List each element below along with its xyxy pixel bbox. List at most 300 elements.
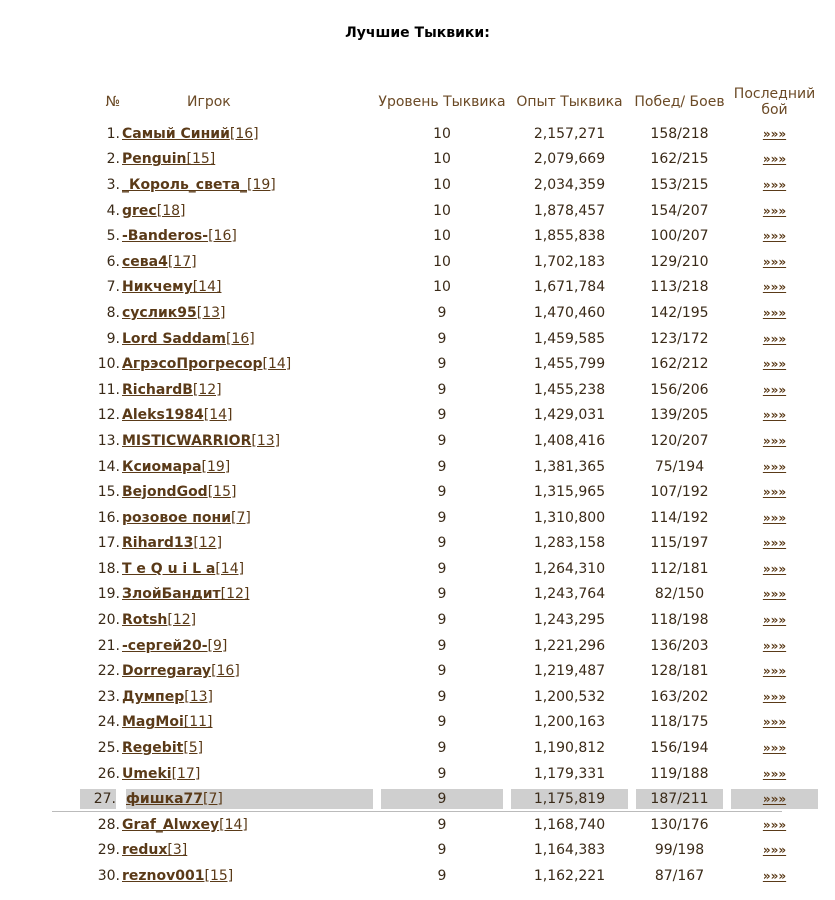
last-battle-cell xyxy=(727,249,822,275)
last-battle-cell xyxy=(727,761,822,787)
pumpkin-level: 9 xyxy=(437,816,447,833)
player-level-link[interactable]: [13] xyxy=(196,304,226,321)
last-battle-link[interactable]: »»» xyxy=(762,689,787,704)
exp-cell xyxy=(507,275,632,301)
player-cell xyxy=(122,710,377,736)
table-row xyxy=(80,761,822,787)
rank-number: 22. xyxy=(97,663,120,680)
player-name-link[interactable]: ЗлойБандит xyxy=(122,586,221,603)
player-level-link[interactable]: [15] xyxy=(204,868,234,885)
level-cell xyxy=(377,863,507,889)
player-name-link[interactable]: Ксиомара xyxy=(122,458,202,475)
last-battle-cell xyxy=(727,556,822,582)
table-row xyxy=(80,863,822,889)
last-battle-cell xyxy=(727,275,822,301)
last-battle-cell xyxy=(727,531,822,557)
player-name-link[interactable]: суслик95 xyxy=(122,304,197,321)
last-battle-cell xyxy=(727,147,822,173)
exp-cell xyxy=(507,658,632,684)
rank-number: 4. xyxy=(106,202,120,219)
wins-battles: 112/181 xyxy=(650,560,709,577)
player-name-link[interactable]: Umeki xyxy=(122,765,172,782)
table-row xyxy=(80,838,822,864)
pumpkin-level: 9 xyxy=(437,330,447,347)
player-level-link[interactable]: [14] xyxy=(215,560,245,577)
table-row xyxy=(80,710,822,736)
last-battle-link[interactable]: »»» xyxy=(762,536,787,551)
last-battle-link[interactable]: »»» xyxy=(762,587,787,602)
player-level-link[interactable]: [12] xyxy=(192,381,222,398)
wins-cell xyxy=(632,658,727,684)
pumpkin-exp: 1,429,031 xyxy=(533,407,606,424)
wins-cell xyxy=(632,326,727,352)
level-cell xyxy=(377,403,507,429)
table-row xyxy=(80,633,822,659)
rank-number: 6. xyxy=(106,253,120,270)
last-battle-link[interactable]: »»» xyxy=(762,561,787,576)
player-level-link[interactable]: [3] xyxy=(167,842,188,859)
header-player: Игрок xyxy=(187,94,231,110)
wins-cell xyxy=(632,863,727,889)
wins-battles: 158/218 xyxy=(650,125,709,142)
wins-cell xyxy=(632,761,727,787)
wins-battles: 142/195 xyxy=(650,304,709,321)
wins-battles: 113/218 xyxy=(650,279,709,296)
wins-cell xyxy=(632,351,727,377)
rank-cell xyxy=(80,326,122,352)
wins-cell xyxy=(632,377,727,403)
player-name-link[interactable]: Regebit xyxy=(122,740,184,757)
player-name-link[interactable]: Dorregaray xyxy=(122,663,212,680)
player-level-link[interactable]: [5] xyxy=(183,740,204,757)
last-battle-link[interactable]: »»» xyxy=(762,766,787,781)
pumpkin-level: 9 xyxy=(437,560,447,577)
pumpkin-exp: 1,175,819 xyxy=(533,791,606,808)
level-cell xyxy=(377,505,507,531)
player-level-link[interactable]: [9] xyxy=(207,637,228,654)
last-battle-link[interactable]: »»» xyxy=(762,715,787,730)
last-battle-link[interactable]: »»» xyxy=(762,792,787,807)
wins-battles: 156/194 xyxy=(650,740,709,757)
wins-cell xyxy=(632,454,727,480)
player-name-link[interactable]: grec xyxy=(122,202,157,219)
wins-battles: 153/215 xyxy=(650,176,709,193)
level-cell xyxy=(377,479,507,505)
last-battle-link[interactable]: »»» xyxy=(762,843,787,858)
pumpkin-level: 9 xyxy=(437,688,447,705)
rank-cell xyxy=(80,249,122,275)
last-battle-cell xyxy=(727,428,822,454)
pumpkin-exp: 1,878,457 xyxy=(533,202,606,219)
level-cell xyxy=(377,607,507,633)
rank-cell xyxy=(80,223,122,249)
level-cell xyxy=(377,377,507,403)
last-battle-link[interactable]: »»» xyxy=(762,459,787,474)
player-name-link[interactable]: -сергей20- xyxy=(122,637,208,654)
wins-cell xyxy=(632,607,727,633)
player-name-link[interactable]: BejondGod xyxy=(122,484,208,501)
rank-cell xyxy=(80,658,122,684)
exp-cell xyxy=(507,249,632,275)
exp-cell xyxy=(507,582,632,608)
last-battle-cell xyxy=(727,479,822,505)
exp-cell xyxy=(507,607,632,633)
table-row xyxy=(80,428,822,454)
rating-table xyxy=(80,83,822,889)
pumpkin-exp: 1,243,295 xyxy=(533,612,606,629)
last-battle-link[interactable]: »»» xyxy=(762,331,787,346)
last-battle-link[interactable]: »»» xyxy=(762,203,787,218)
rank-cell xyxy=(80,812,122,838)
wins-battles: 162/215 xyxy=(650,151,709,168)
last-battle-cell xyxy=(727,198,822,224)
player-level-link[interactable]: [15] xyxy=(186,151,216,168)
last-battle-link[interactable]: »»» xyxy=(762,305,787,320)
pumpkin-level: 9 xyxy=(437,791,447,808)
exp-cell xyxy=(507,786,632,812)
last-battle-cell xyxy=(727,812,822,838)
player-level-link[interactable]: [7] xyxy=(231,509,251,526)
rank-cell xyxy=(80,300,122,326)
level-cell xyxy=(377,198,507,224)
rank-number: 9. xyxy=(106,330,120,347)
table-row xyxy=(80,403,822,429)
last-battle-cell xyxy=(727,582,822,608)
level-cell xyxy=(377,633,507,659)
last-battle-link[interactable]: »»» xyxy=(762,152,787,167)
highlight-box xyxy=(381,789,503,809)
level-cell xyxy=(377,223,507,249)
exp-cell xyxy=(507,377,632,403)
wins-battles: 130/176 xyxy=(650,816,709,833)
rank-number: 8. xyxy=(106,304,120,321)
exp-cell xyxy=(507,684,632,710)
wins-cell xyxy=(632,812,727,838)
last-battle-link[interactable]: »»» xyxy=(762,254,787,269)
player-name-link[interactable]: фишка77 xyxy=(126,791,203,808)
pumpkin-exp: 1,408,416 xyxy=(533,432,606,449)
player-cell xyxy=(122,403,377,429)
rank-number: 3. xyxy=(106,176,120,193)
player-name-link[interactable]: _Король_света_ xyxy=(122,176,248,193)
pumpkin-exp: 1,855,838 xyxy=(533,228,606,245)
player-name-link[interactable]: Penguin xyxy=(122,151,187,168)
wins-battles: 154/207 xyxy=(650,202,709,219)
rank-cell xyxy=(80,582,122,608)
last-battle-link[interactable]: »»» xyxy=(762,126,787,141)
level-cell xyxy=(377,838,507,864)
last-battle-link[interactable]: »»» xyxy=(762,638,787,653)
highlight-box xyxy=(80,789,116,809)
rank-cell xyxy=(80,633,122,659)
wins-battles: 136/203 xyxy=(650,637,709,654)
pumpkin-exp: 2,034,359 xyxy=(533,176,606,193)
wins-battles: 128/181 xyxy=(650,663,709,680)
player-level-link[interactable]: [14] xyxy=(262,356,292,373)
level-cell xyxy=(377,249,507,275)
wins-battles: 162/212 xyxy=(650,356,709,373)
player-level-link[interactable]: [17] xyxy=(167,253,197,270)
rank-number: 1. xyxy=(106,125,120,142)
pumpkin-level: 9 xyxy=(437,842,447,859)
player-cell xyxy=(122,326,377,352)
highlight-box xyxy=(731,789,818,809)
player-cell xyxy=(122,351,377,377)
last-battle-link[interactable]: »»» xyxy=(762,613,787,628)
wins-cell xyxy=(632,633,727,659)
level-cell xyxy=(377,786,507,812)
rank-number: 13. xyxy=(97,432,120,449)
last-battle-link[interactable]: »»» xyxy=(762,664,787,679)
last-battle-link[interactable]: »»» xyxy=(762,510,787,525)
player-level-link[interactable]: [19] xyxy=(201,458,231,475)
level-cell xyxy=(377,735,507,761)
player-name-link[interactable]: Aleks1984 xyxy=(122,407,204,424)
rank-number: 2. xyxy=(106,151,120,168)
pumpkin-exp: 1,219,487 xyxy=(533,663,606,680)
player-level-link[interactable]: [12] xyxy=(167,612,197,629)
player-level-link[interactable]: [16] xyxy=(229,125,259,142)
player-level-link[interactable]: [13] xyxy=(184,688,213,705)
player-cell xyxy=(122,198,377,224)
pumpkin-exp: 1,455,799 xyxy=(533,356,606,373)
player-level-link[interactable]: [14] xyxy=(203,407,233,424)
header-level: Уровень Тыквика xyxy=(378,94,506,110)
header-wins: Побед/ Боев xyxy=(634,94,725,110)
player-name-link[interactable]: Rihard13 xyxy=(122,535,194,552)
pumpkin-exp: 1,221,296 xyxy=(533,637,606,654)
last-battle-link[interactable]: »»» xyxy=(762,382,787,397)
player-level-link[interactable]: [16] xyxy=(208,228,237,245)
pumpkin-exp: 1,243,764 xyxy=(533,586,606,603)
player-level-link[interactable]: [16] xyxy=(225,330,255,347)
player-cell xyxy=(122,249,377,275)
pumpkin-level: 9 xyxy=(437,765,447,782)
table-row xyxy=(80,454,822,480)
player-name-link[interactable]: redux xyxy=(122,842,168,859)
page-title: Лучшие Тыквики: xyxy=(345,25,490,41)
table-row xyxy=(80,121,822,147)
wins-cell xyxy=(632,403,727,429)
exp-cell xyxy=(507,761,632,787)
exp-cell xyxy=(507,223,632,249)
wins-battles: 163/202 xyxy=(650,688,709,705)
rank-number: 17. xyxy=(97,535,120,552)
level-cell xyxy=(377,582,507,608)
pumpkin-exp: 2,157,271 xyxy=(533,125,606,142)
exp-cell xyxy=(507,121,632,147)
wins-battles: 129/210 xyxy=(650,253,709,270)
player-name-link[interactable]: Никчему xyxy=(122,279,193,296)
last-battle-cell xyxy=(727,786,822,812)
player-cell xyxy=(122,556,377,582)
exp-cell xyxy=(507,454,632,480)
exp-cell xyxy=(507,633,632,659)
player-name-link[interactable]: Rotsh xyxy=(122,612,168,629)
last-battle-cell xyxy=(727,351,822,377)
player-level-link[interactable]: [15] xyxy=(207,484,237,501)
wins-battles: 100/207 xyxy=(650,228,709,245)
player-cell xyxy=(122,607,377,633)
table-row xyxy=(80,377,822,403)
rank-number: 30. xyxy=(97,868,120,885)
exp-cell xyxy=(507,863,632,889)
wins-cell xyxy=(632,428,727,454)
rank-number: 10. xyxy=(97,356,120,373)
last-battle-link[interactable]: »»» xyxy=(762,357,787,372)
player-level-link[interactable]: [11] xyxy=(183,714,213,731)
player-level-link[interactable]: [16] xyxy=(211,663,240,680)
header-exp: Опыт Тыквика xyxy=(516,94,623,110)
last-battle-link[interactable]: »»» xyxy=(762,741,787,756)
last-battle-link[interactable]: »»» xyxy=(762,485,787,500)
player-level-link[interactable]: [12] xyxy=(193,535,223,552)
rank-number: 14. xyxy=(97,458,120,475)
level-cell xyxy=(377,812,507,838)
level-cell xyxy=(377,351,507,377)
header-last-battle: Последний бой xyxy=(733,86,816,118)
rank-cell xyxy=(80,454,122,480)
table-row xyxy=(80,326,822,352)
level-cell xyxy=(377,428,507,454)
player-name-link[interactable]: Graf_Alwxey xyxy=(122,816,220,833)
player-cell xyxy=(122,454,377,480)
player-level-link[interactable]: [12] xyxy=(220,586,250,603)
last-battle-link[interactable]: »»» xyxy=(762,177,787,192)
rank-cell xyxy=(80,377,122,403)
last-battle-link[interactable]: »»» xyxy=(762,817,787,832)
player-cell xyxy=(122,505,377,531)
wins-cell xyxy=(632,684,727,710)
pumpkin-exp: 1,671,784 xyxy=(533,279,606,296)
last-battle-cell xyxy=(727,223,822,249)
player-cell xyxy=(122,838,377,864)
exp-cell xyxy=(507,351,632,377)
table-row xyxy=(80,147,822,173)
player-name-link[interactable]: сева4 xyxy=(122,253,168,270)
table-row xyxy=(80,275,822,301)
player-name-link[interactable]: RichardB xyxy=(122,381,193,398)
player-cell xyxy=(122,735,377,761)
pumpkin-level: 9 xyxy=(437,484,447,501)
player-name-link[interactable]: reznov001 xyxy=(122,868,205,885)
player-level-link[interactable]: [14] xyxy=(192,279,222,296)
player-name-link[interactable]: розовое пони xyxy=(122,509,232,526)
rank-cell xyxy=(80,147,122,173)
player-cell xyxy=(122,147,377,173)
player-name-link[interactable]: Lord Saddam xyxy=(122,330,226,347)
last-battle-link[interactable]: »»» xyxy=(762,229,787,244)
rank-cell xyxy=(80,351,122,377)
pumpkin-exp: 1,264,310 xyxy=(533,560,606,577)
player-cell xyxy=(122,428,377,454)
player-level-link[interactable]: [7] xyxy=(203,791,223,808)
pumpkin-level: 9 xyxy=(437,509,447,526)
last-battle-cell xyxy=(727,505,822,531)
exp-cell xyxy=(507,300,632,326)
rank-cell xyxy=(80,684,122,710)
pumpkin-level: 10 xyxy=(433,176,451,193)
last-battle-cell xyxy=(727,121,822,147)
pumpkin-exp: 1,162,221 xyxy=(533,868,606,885)
last-battle-link[interactable]: »»» xyxy=(762,869,787,884)
rank-cell xyxy=(80,479,122,505)
exp-cell xyxy=(507,198,632,224)
pumpkin-exp: 1,470,460 xyxy=(533,304,606,321)
level-cell xyxy=(377,710,507,736)
player-level-link[interactable]: [19] xyxy=(247,176,276,193)
rank-number: 21. xyxy=(97,637,120,654)
wins-battles: 99/198 xyxy=(654,842,705,859)
player-name-link[interactable]: T e Q u i L a xyxy=(122,560,216,577)
player-name-link[interactable]: Думпер xyxy=(122,688,185,705)
wins-battles: 123/172 xyxy=(650,330,709,347)
pumpkin-level: 10 xyxy=(433,253,451,270)
player-name-link[interactable]: АгрэсоПрогресор xyxy=(122,356,263,373)
wins-cell xyxy=(632,531,727,557)
last-battle-cell xyxy=(727,710,822,736)
last-battle-cell xyxy=(727,735,822,761)
player-name-link[interactable]: -Banderos- xyxy=(122,228,209,245)
rank-number: 20. xyxy=(97,612,120,629)
player-level-link[interactable]: [17] xyxy=(171,765,201,782)
pumpkin-level: 10 xyxy=(433,125,451,142)
rank-cell xyxy=(80,121,122,147)
level-cell xyxy=(377,275,507,301)
exp-cell xyxy=(507,326,632,352)
rank-number: 11. xyxy=(97,381,120,398)
player-cell xyxy=(122,300,377,326)
exp-cell xyxy=(507,505,632,531)
exp-cell xyxy=(507,479,632,505)
rank-cell xyxy=(80,275,122,301)
player-level-link[interactable]: [18] xyxy=(156,202,186,219)
player-cell xyxy=(122,812,377,838)
exp-cell xyxy=(507,710,632,736)
last-battle-link[interactable]: »»» xyxy=(762,408,787,423)
table-row xyxy=(80,505,822,531)
player-name-link[interactable]: MagMoi xyxy=(122,714,184,731)
wins-cell xyxy=(632,786,727,812)
player-cell xyxy=(122,121,377,147)
exp-cell xyxy=(507,428,632,454)
last-battle-link[interactable]: »»» xyxy=(762,280,787,295)
level-cell xyxy=(377,147,507,173)
pumpkin-exp: 1,459,585 xyxy=(533,330,606,347)
rank-number: 29. xyxy=(97,842,120,859)
level-cell xyxy=(377,326,507,352)
wins-cell xyxy=(632,556,727,582)
wins-battles: 107/192 xyxy=(650,484,709,501)
wins-battles: 82/150 xyxy=(654,586,705,603)
rank-number: 18. xyxy=(97,560,120,577)
wins-cell xyxy=(632,198,727,224)
pumpkin-level: 10 xyxy=(433,151,451,168)
rank-cell xyxy=(80,531,122,557)
pumpkin-level: 9 xyxy=(437,637,447,654)
last-battle-link[interactable]: »»» xyxy=(762,433,787,448)
last-battle-cell xyxy=(727,403,822,429)
player-cell xyxy=(122,377,377,403)
player-name-link[interactable]: MISTICWARRIOR xyxy=(122,432,252,449)
pumpkin-level: 9 xyxy=(437,407,447,424)
player-level-link[interactable]: [14] xyxy=(219,816,248,833)
rank-cell xyxy=(80,863,122,889)
player-level-link[interactable]: [13] xyxy=(251,432,281,449)
player-name-link[interactable]: Самый Синий xyxy=(122,125,230,142)
rank-number: 5. xyxy=(106,228,120,245)
rank-cell xyxy=(80,838,122,864)
